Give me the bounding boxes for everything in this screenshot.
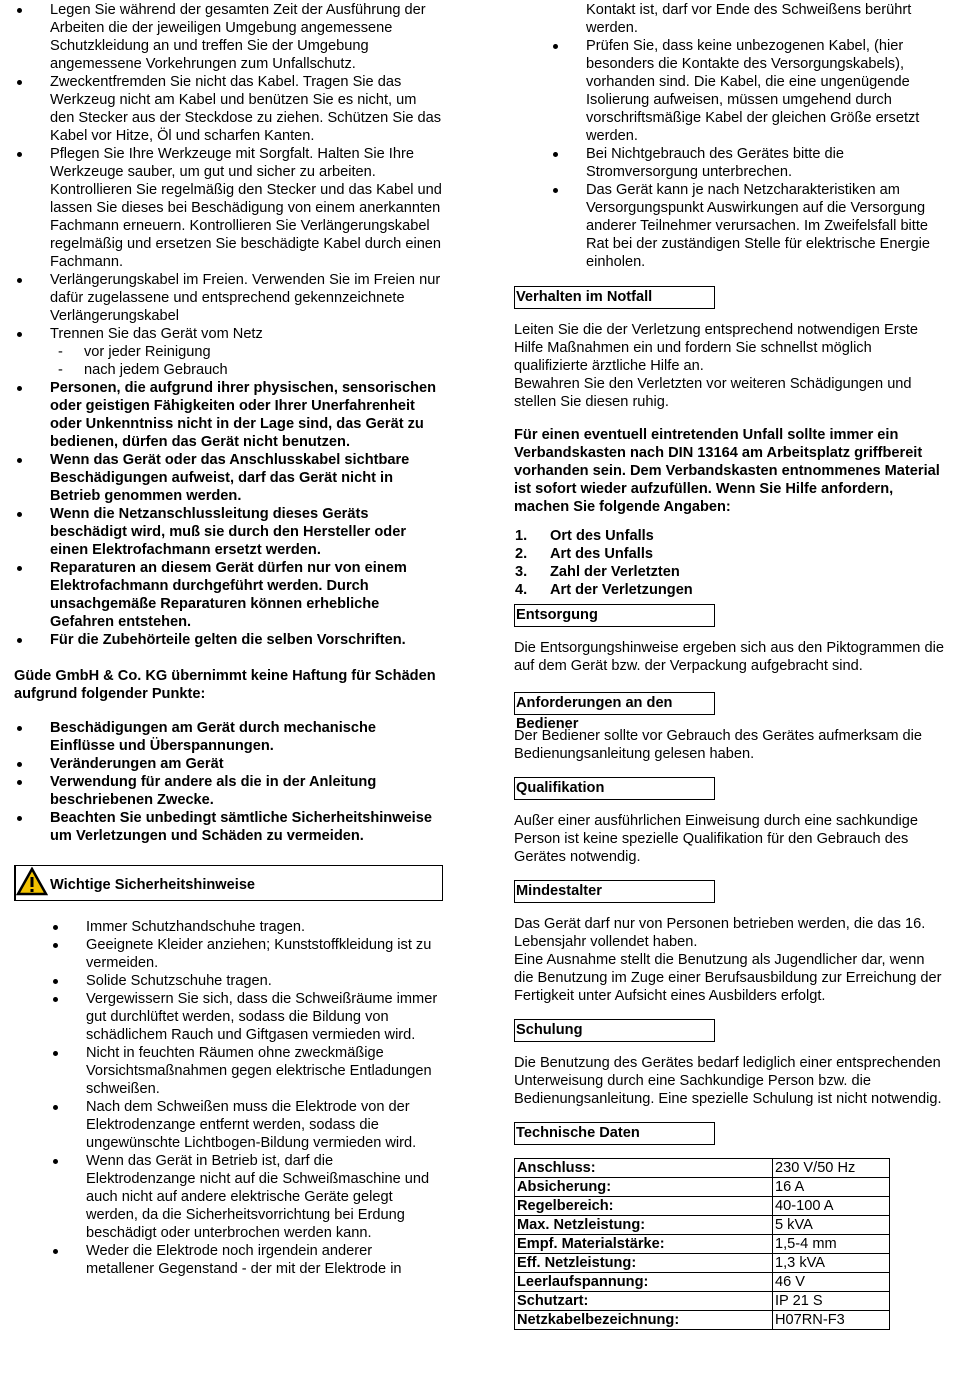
list-item: Für die Zubehörteile gelten die selben Vorschriften. (14, 631, 444, 649)
bullet-icon (17, 278, 22, 283)
left-column (14, 0, 444, 1278)
section-heading-notfall: Verhalten im Notfall (514, 286, 715, 309)
bullet-icon (17, 386, 22, 391)
bullet-icon (53, 1249, 58, 1254)
list-item: Reparaturen an diesem Gerät dürfen nur von einem Elektrofachmann durchgeführt werden. Durch unsachgemäße Reparaturen können erhebliche Gefahren entstehen. (14, 559, 444, 631)
bullet-icon (17, 80, 22, 85)
notfall-paragraph: Bewahren Sie den Verletzten vor weiteren Schädigungen und stellen Sie diesen ruhig. (514, 376, 912, 410)
mindestalter-paragraph: Das Gerät darf nur von Personen betrieben werden, die das 16. Lebensjahr vollendet haben. (514, 916, 926, 950)
list-item: Prüfen Sie, dass keine unbezogenen Kabel, (hier besonders die Kontakte des Versorgungskabels), vorhanden sind. Die Kabel, die eine ungenügende Isolierung aufweisen, müssen umgehend durch vorschriftsmäßige Kabel der gleichen Größe ersetzt werden. (550, 37, 950, 145)
list-item: Solide Schutzschuhe tragen. (50, 972, 444, 990)
bullet-icon (53, 997, 58, 1002)
list-item: 3. Zahl der Verletzten (515, 564, 680, 580)
right-column (514, 286, 946, 1330)
list-item: Verwendung für andere als die in der Anleitung beschriebenen Zwecke. (14, 773, 444, 809)
list-item: Beschädigungen am Gerät durch mechanische Einflüsse und Überspannungen. (14, 719, 444, 755)
entsorgung-text: Die Entsorgungshinweise ergeben sich aus den Piktogrammen die auf dem Gerät bzw. der Verpackung aufgebracht sind. (514, 640, 944, 674)
list-item: Geeignete Kleider anziehen; Kunststoffkleidung ist zu vermeiden. (50, 936, 444, 972)
list-item: Trennen Sie das Gerät vom Netz (14, 325, 444, 343)
anforderungen-text: Der Bediener sollte vor Gebrauch des Gerätes aufmerksam die Bedienungsanleitung gelesen haben. (514, 728, 923, 762)
section-heading-mindestalter: Mindestalter (514, 880, 715, 903)
list-item: Beachten Sie unbedingt sämtliche Sicherheitshinweise um Verletzungen und Schäden zu vermeiden. (14, 809, 444, 845)
continued-text: Kontakt ist, darf vor Ende des Schweißens berührt werden. (586, 2, 912, 36)
list-item: Pflegen Sie Ihre Werkzeuge mit Sorgfalt. Halten Sie Ihre Werkzeuge sauber, um gut und sicher zu arbeiten. Kontrollieren Sie regelmäßig den Stecker und das Kabel und lassen Sie dieses bei Beschädigung von einem anerkannten Fachmann erneuern. Kontrollieren Sie Verlängerungskabel regelmäßig und ersetzen Sie beschädigte Kabel durch einen Fachmann. (14, 145, 444, 271)
list-item: Vergewissern Sie sich, dass die Schweißräume immer gut durchlüftet werden, sodass die Bildung von schädlichem Rauch und Giftgasen vermieden wird. (50, 990, 444, 1044)
liability-heading: Güde GmbH & Co. KG übernimmt keine Haftung für Schäden aufgrund folgender Punkte: (14, 668, 436, 702)
list-item: Zweckentfremden Sie nicht das Kabel. Tragen Sie das Werkzeug nicht am Kabel und benützen Sie es nicht, um den Stecker aus der Steckdose zu ziehen. Schützen Sie das Kabel vor Hitze, Öl und scharfen Kanten. (14, 73, 444, 145)
list-item: Legen Sie während der gesamten Zeit der Ausführung der Arbeiten die der jeweiligen Umgebung angemessene Schutzkleidung an und treffen Sie der Umgebung angemessene Vorkehrungen zum Unfallschutz. (14, 1, 444, 73)
list-item: Veränderungen am Gerät (14, 755, 444, 773)
table-row: Anschluss: 230 V/50 Hz (515, 1159, 890, 1178)
table-row: Schutzart: IP 21 S (515, 1292, 890, 1311)
table-row: Empf. Materialstärke: 1,5-4 mm (515, 1235, 890, 1254)
bullet-icon (53, 925, 58, 930)
safety-bullet-list (14, 1, 444, 649)
bullet-icon (17, 458, 22, 463)
list-item: Nicht in feuchten Räumen ohne zweckmäßige Vorsichtsmaßnahmen gegen elektrische Entladungen schweißen. (50, 1044, 444, 1098)
right-column-top (550, 0, 945, 37)
bullet-icon (17, 152, 22, 157)
bullet-icon (17, 566, 22, 571)
notfall-paragraph: Leiten Sie die der Verletzung entsprechend notwendigen Erste Hilfe Maßnahmen ein und fordern Sie schnellst möglich qualifizierte ärztliche Hilfe an. (514, 322, 919, 374)
list-item: Immer Schutzhandschuhe tragen. (50, 918, 444, 936)
bullet-icon (53, 1051, 58, 1056)
bullet-icon (17, 8, 22, 13)
table-row: Absicherung: 16 A (515, 1178, 890, 1197)
safety-instructions-list (14, 918, 444, 1278)
bullet-icon (17, 726, 22, 731)
bullet-icon (53, 943, 58, 948)
list-item: - vor jeder Reinigung (58, 344, 211, 360)
notfall-bold-paragraph: Für einen eventuell eintretenden Unfall sollte immer ein Verbandskasten nach DIN 13164 am Arbeitsplatz griffbereit vorhanden sein. Dem Verbandskasten entnommenes Material ist sofort wieder aufzufüllen. Wenn Sie Hilfe anfordern, (514, 427, 940, 497)
numbered-list (514, 527, 946, 599)
bullet-icon (53, 979, 58, 984)
list-item: 1. Ort des Unfalls (515, 528, 654, 544)
table-row: Max. Netzleistung: 5 kVA (515, 1216, 890, 1235)
table-row: Leerlaufspannung: 46 V (515, 1273, 890, 1292)
list-item: Bei Nichtgebrauch des Gerätes bitte die Stromversorgung unterbrechen. (550, 145, 950, 181)
section-heading-anforderungen: Anforderungen an den Bediener (514, 692, 715, 715)
section-heading-qualifikation: Qualifikation (514, 777, 715, 800)
bullet-icon (53, 1159, 58, 1164)
warning-triangle-icon (16, 867, 48, 897)
warning-header (14, 865, 444, 901)
notfall-bold-paragraph: machen Sie folgende Angaben: (514, 499, 731, 515)
section-heading-entsorgung: Entsorgung (514, 604, 715, 627)
bullet-icon (17, 638, 22, 643)
bullet-icon (17, 332, 22, 337)
liability-list (14, 719, 444, 845)
list-item: Nach dem Schweißen muss die Elektrode von der Elektrodenzange entfernt werden, sodass die ungewünschte Lichtbogen-Bildung vermieden wird. (50, 1098, 444, 1152)
bullet-icon (53, 1105, 58, 1110)
list-item: Wenn das Gerät oder das Anschlusskabel sichtbare Beschädigungen aufweist, darf das Gerät nicht in Betrieb genommen werden. (14, 451, 444, 505)
bullet-icon (17, 512, 22, 517)
bullet-icon (553, 44, 558, 49)
bullet-icon (17, 816, 22, 821)
list-item: 4. Art der Verletzungen (515, 582, 693, 598)
bullet-icon (553, 152, 558, 157)
list-item: 2. Art des Unfalls (515, 546, 653, 562)
mindestalter-paragraph: Eine Ausnahme stellt die Benutzung als Jugendlicher dar, wenn die Benutzung im Zuge einer Berufsausbildung zur Erreichung der Fertigkeit unter Aufsicht eines Ausbilders erfolgt. (514, 952, 942, 1004)
qualifikation-text: Außer einer ausführlichen Einweisung durch eine sachkundige Person ist keine spezielle Qualifikation für den Gebrauch des Gerätes notwendig. (514, 813, 919, 865)
table-row: Eff. Netzleistung: 1,3 kVA (515, 1254, 890, 1273)
right-bullet-list (550, 37, 950, 271)
bullet-icon (553, 188, 558, 193)
tech-data-table (514, 1158, 890, 1330)
bullet-icon (17, 762, 22, 767)
list-item: Wenn das Gerät in Betrieb ist, darf die Elektrodenzange nicht auf die Schweißmaschine und auch nicht auf andere elektrische Geräte gelegt werden, da die Sicherheitsvorrichtung bei Erdung beschädigt oder unterbrochen werden kann. (50, 1152, 444, 1242)
list-item: Verlängerungskabel im Freien. Verwenden Sie im Freien nur dafür zugelassene und entsprechend gekennzeichnete Verlängerungskabel (14, 271, 444, 325)
table-row: Netzkabelbezeichnung: H07RN-F3 (515, 1311, 890, 1330)
list-item: Personen, die aufgrund ihrer physischen, sensorischen oder geistigen Fähigkeiten oder Ihrer Unerfahrenheit oder Unkenntniss nicht in der Lage sind, das Gerät zu bedienen, dürfen das Gerät nicht benutzen. (14, 379, 444, 451)
bullet-icon (17, 780, 22, 785)
warning-title: Wichtige Sicherheitshinweise (50, 877, 256, 893)
table-row: Regelbereich: 40-100 A (515, 1197, 890, 1216)
list-item: Das Gerät kann je nach Netzcharakteristiken am Versorgungspunkt Auswirkungen auf die Versorgung anderer Teilnehmer verursachen. Im Zweifelsfall bitte Rat bei der zuständigen Stelle für elektrische Energie einholen. (550, 181, 950, 271)
section-heading-schulung: Schulung (514, 1019, 715, 1042)
list-item: - nach jedem Gebrauch (58, 362, 228, 378)
list-item: Weder die Elektrode noch irgendein anderer metallener Gegenstand - der mit der Elektrode in (50, 1242, 444, 1278)
list-item: Wenn die Netzanschlussleitung dieses Geräts beschädigt wird, muß sie durch den Hersteller oder einen Elektrofachmann ersetzt werden. (14, 505, 444, 559)
schulung-text: Die Benutzung des Gerätes bedarf lediglich einer entsprechenden Unterweisung durch eine Sachkundige Person bzw. die Bedienungsanleitung. Eine spezielle Schulung ist nicht notwendig. (514, 1055, 942, 1107)
section-heading-technische-daten: Technische Daten (514, 1122, 715, 1145)
